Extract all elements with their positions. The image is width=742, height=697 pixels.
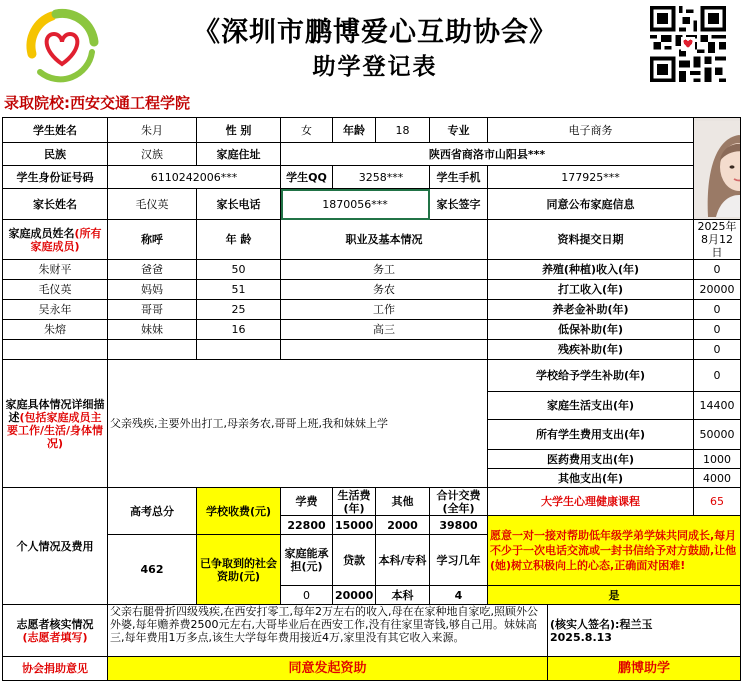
member-name[interactable]: 毛仪英 bbox=[3, 280, 108, 300]
personal-section-label: 个人情况及费用 bbox=[3, 488, 108, 605]
member-age-empty[interactable] bbox=[197, 340, 281, 360]
member-relation[interactable]: 妹妹 bbox=[108, 320, 197, 340]
address-label: 家庭住址 bbox=[197, 143, 281, 166]
member-name[interactable]: 吴永年 bbox=[3, 300, 108, 320]
submit-date-label: 资料提交日期 bbox=[488, 220, 694, 260]
member-name[interactable]: 朱熔 bbox=[3, 320, 108, 340]
income-value[interactable]: 0 bbox=[694, 260, 741, 280]
psych-course-score[interactable]: 65 bbox=[694, 488, 741, 516]
income-label: 打工收入(年) bbox=[488, 280, 694, 300]
ethnic-value[interactable]: 汉族 bbox=[108, 143, 197, 166]
student-photo-image bbox=[694, 121, 741, 217]
other-cost-value[interactable]: 2000 bbox=[376, 516, 430, 535]
student-phone-label: 学生手机 bbox=[430, 166, 488, 189]
expense-label: 学校给予学生补助(年) bbox=[488, 360, 694, 392]
income-label: 残疾补助(年) bbox=[488, 340, 694, 360]
address-value[interactable]: 陕西省商洛市山阳县*** bbox=[281, 143, 694, 166]
expense-label: 家庭生活支出(年) bbox=[488, 392, 694, 420]
tuition-value[interactable]: 22800 bbox=[281, 516, 333, 535]
member-job[interactable]: 工作 bbox=[281, 300, 488, 320]
id-number-label: 学生身份证号码 bbox=[3, 166, 108, 189]
age-label: 年龄 bbox=[333, 118, 376, 143]
gender-value[interactable]: 女 bbox=[281, 118, 333, 143]
income-value[interactable]: 20000 bbox=[694, 280, 741, 300]
member-job-empty[interactable] bbox=[281, 340, 488, 360]
major-label: 专业 bbox=[430, 118, 488, 143]
ethnic-label: 民族 bbox=[3, 143, 108, 166]
member-job[interactable]: 务工 bbox=[281, 260, 488, 280]
member-age[interactable]: 50 bbox=[197, 260, 281, 280]
heart-logo-icon bbox=[22, 6, 102, 86]
qr-code-icon bbox=[650, 6, 726, 82]
parent-sign-label: 家长签字 bbox=[430, 189, 488, 220]
family-afford-value[interactable]: 0 bbox=[281, 586, 333, 605]
income-value[interactable]: 0 bbox=[694, 320, 741, 340]
living-cost-value[interactable]: 15000 bbox=[333, 516, 376, 535]
student-name-label: 学生姓名 bbox=[3, 118, 108, 143]
qq-value[interactable]: 3258*** bbox=[333, 166, 430, 189]
qq-label: 学生QQ bbox=[281, 166, 333, 189]
family-detail-text[interactable]: 父亲残疾,主要外出打工,母亲务农,哥哥上班,我和妹妹上学 bbox=[108, 360, 488, 488]
expense-label: 其他支出(年) bbox=[488, 469, 694, 488]
member-relation[interactable]: 哥哥 bbox=[108, 300, 197, 320]
volunteer-label-note: (志愿者填写) bbox=[22, 630, 88, 644]
parent-phone-label: 家长电话 bbox=[197, 189, 281, 220]
study-years-value[interactable]: 4 bbox=[430, 586, 488, 605]
psych-course-label: 大学生心理健康课程 bbox=[488, 488, 694, 516]
age-value[interactable]: 18 bbox=[376, 118, 430, 143]
family-detail-label bbox=[3, 360, 108, 488]
expense-label: 医药费用支出(年) bbox=[488, 450, 694, 469]
exam-score-label: 高考总分 bbox=[108, 488, 197, 535]
income-label: 养殖(种植)收入(年) bbox=[488, 260, 694, 280]
parent-phone-value[interactable]: 1870056*** bbox=[281, 189, 430, 220]
member-relation[interactable]: 爸爸 bbox=[108, 260, 197, 280]
other-cost-label: 其他 bbox=[376, 488, 430, 516]
association-stamp: 鹏博助学 bbox=[548, 657, 741, 681]
study-years-label: 学习几年 bbox=[430, 535, 488, 586]
gender-label: 性 别 bbox=[197, 118, 281, 143]
member-name-empty[interactable] bbox=[3, 340, 108, 360]
expense-value[interactable]: 14400 bbox=[694, 392, 741, 420]
mentor-pledge: 愿意一对一接对帮助低年级学弟学妹共同成长,每月不少于一次电话交流或一封书信给予对方鼓励,让他(她)树立积极向上的心态,正确面对困难! bbox=[488, 516, 741, 586]
expense-label: 所有学生费用支出(年) bbox=[488, 420, 694, 450]
volunteer-verify-text[interactable]: 父亲右腿骨折四级残疾,在西安打零工,每年2万左右的收入,母在在家种地自家吃,照顾外公外婆,每年赡养费2500元左右,大哥毕业后在西安工作,没有往家里寄钱,够自己用。妹妹高三,每年费用1万多点,该生大学每年费用接近4万,家里没有其它收入来源。 bbox=[108, 605, 548, 657]
registration-form-table bbox=[2, 117, 741, 681]
members-name-header-label: 家庭成员姓名 bbox=[8, 226, 75, 240]
degree-level-label: 本科/专科 bbox=[376, 535, 430, 586]
member-age[interactable]: 16 bbox=[197, 320, 281, 340]
expense-value[interactable]: 4000 bbox=[694, 469, 741, 488]
submit-date-value[interactable]: 2025年8月12日 bbox=[694, 220, 741, 260]
family-afford-label: 家庭能承担(元) bbox=[281, 535, 333, 586]
student-photo bbox=[694, 118, 741, 220]
members-relation-header: 称呼 bbox=[108, 220, 197, 260]
donation-opinion-label: 协会捐助意见 bbox=[3, 657, 108, 681]
exam-score-value[interactable]: 462 bbox=[108, 535, 197, 605]
loan-value[interactable]: 20000 bbox=[333, 586, 376, 605]
family-detail-label-note: (包括家庭成员主要工作/生活/身体情况) bbox=[6, 410, 104, 450]
member-relation-empty[interactable] bbox=[108, 340, 197, 360]
expense-value[interactable]: 0 bbox=[694, 360, 741, 392]
id-number-value[interactable]: 6110242006*** bbox=[108, 166, 281, 189]
form-title: 《深圳市鹏博爱心互助协会》 bbox=[193, 17, 557, 48]
income-label: 低保补助(年) bbox=[488, 320, 694, 340]
loan-label: 贷款 bbox=[333, 535, 376, 586]
publish-consent[interactable]: 同意公布家庭信息 bbox=[488, 189, 694, 220]
degree-level-value[interactable]: 本科 bbox=[376, 586, 430, 605]
social-aid-label: 已争取到的社会资助(元) bbox=[197, 535, 281, 605]
admitted-school: 录取院校:西安交通工程学院 bbox=[4, 94, 190, 112]
member-job[interactable]: 务农 bbox=[281, 280, 488, 300]
donation-opinion-value[interactable]: 同意发起资助 bbox=[108, 657, 548, 681]
parent-name-label: 家长姓名 bbox=[3, 189, 108, 220]
member-job[interactable]: 高三 bbox=[281, 320, 488, 340]
total-cost-label: 合计交费(全年) bbox=[430, 488, 488, 516]
school-fees-label: 学校收费(元) bbox=[197, 488, 281, 535]
expense-value[interactable]: 50000 bbox=[694, 420, 741, 450]
living-cost-label: 生活费(年) bbox=[333, 488, 376, 516]
student-phone-value[interactable]: 177925*** bbox=[488, 166, 694, 189]
volunteer-label-text: 志愿者核实情况 bbox=[16, 617, 94, 631]
members-job-header: 职业及基本情况 bbox=[281, 220, 488, 260]
form-subtitle: 助学登记表 bbox=[312, 53, 438, 80]
verifier-cell bbox=[548, 605, 741, 657]
volunteer-label bbox=[3, 605, 108, 657]
members-name-header bbox=[3, 220, 108, 260]
total-cost-value[interactable]: 39800 bbox=[430, 516, 488, 535]
tuition-label: 学费 bbox=[281, 488, 333, 516]
verifier-signature: (核实人签名):程兰玉 bbox=[550, 617, 653, 631]
expense-value[interactable]: 1000 bbox=[694, 450, 741, 469]
family-detail-label-text: 家庭具体情况详细描述 bbox=[5, 397, 105, 424]
member-name[interactable]: 朱财平 bbox=[3, 260, 108, 280]
members-age-header: 年 龄 bbox=[197, 220, 281, 260]
form-header bbox=[0, 0, 742, 90]
members-name-header-note: (所有家庭成员) bbox=[30, 226, 102, 253]
member-age[interactable]: 25 bbox=[197, 300, 281, 320]
member-relation[interactable]: 妈妈 bbox=[108, 280, 197, 300]
income-label: 养老金补助(年) bbox=[488, 300, 694, 320]
verify-date: 2025.8.13 bbox=[550, 630, 612, 644]
major-value[interactable]: 电子商务 bbox=[488, 118, 694, 143]
income-value[interactable]: 0 bbox=[694, 340, 741, 360]
pledge-answer[interactable]: 是 bbox=[488, 586, 741, 605]
student-name-value[interactable]: 朱月 bbox=[108, 118, 197, 143]
member-age[interactable]: 51 bbox=[197, 280, 281, 300]
income-value[interactable]: 0 bbox=[694, 300, 741, 320]
parent-name-value[interactable]: 毛仪英 bbox=[108, 189, 197, 220]
